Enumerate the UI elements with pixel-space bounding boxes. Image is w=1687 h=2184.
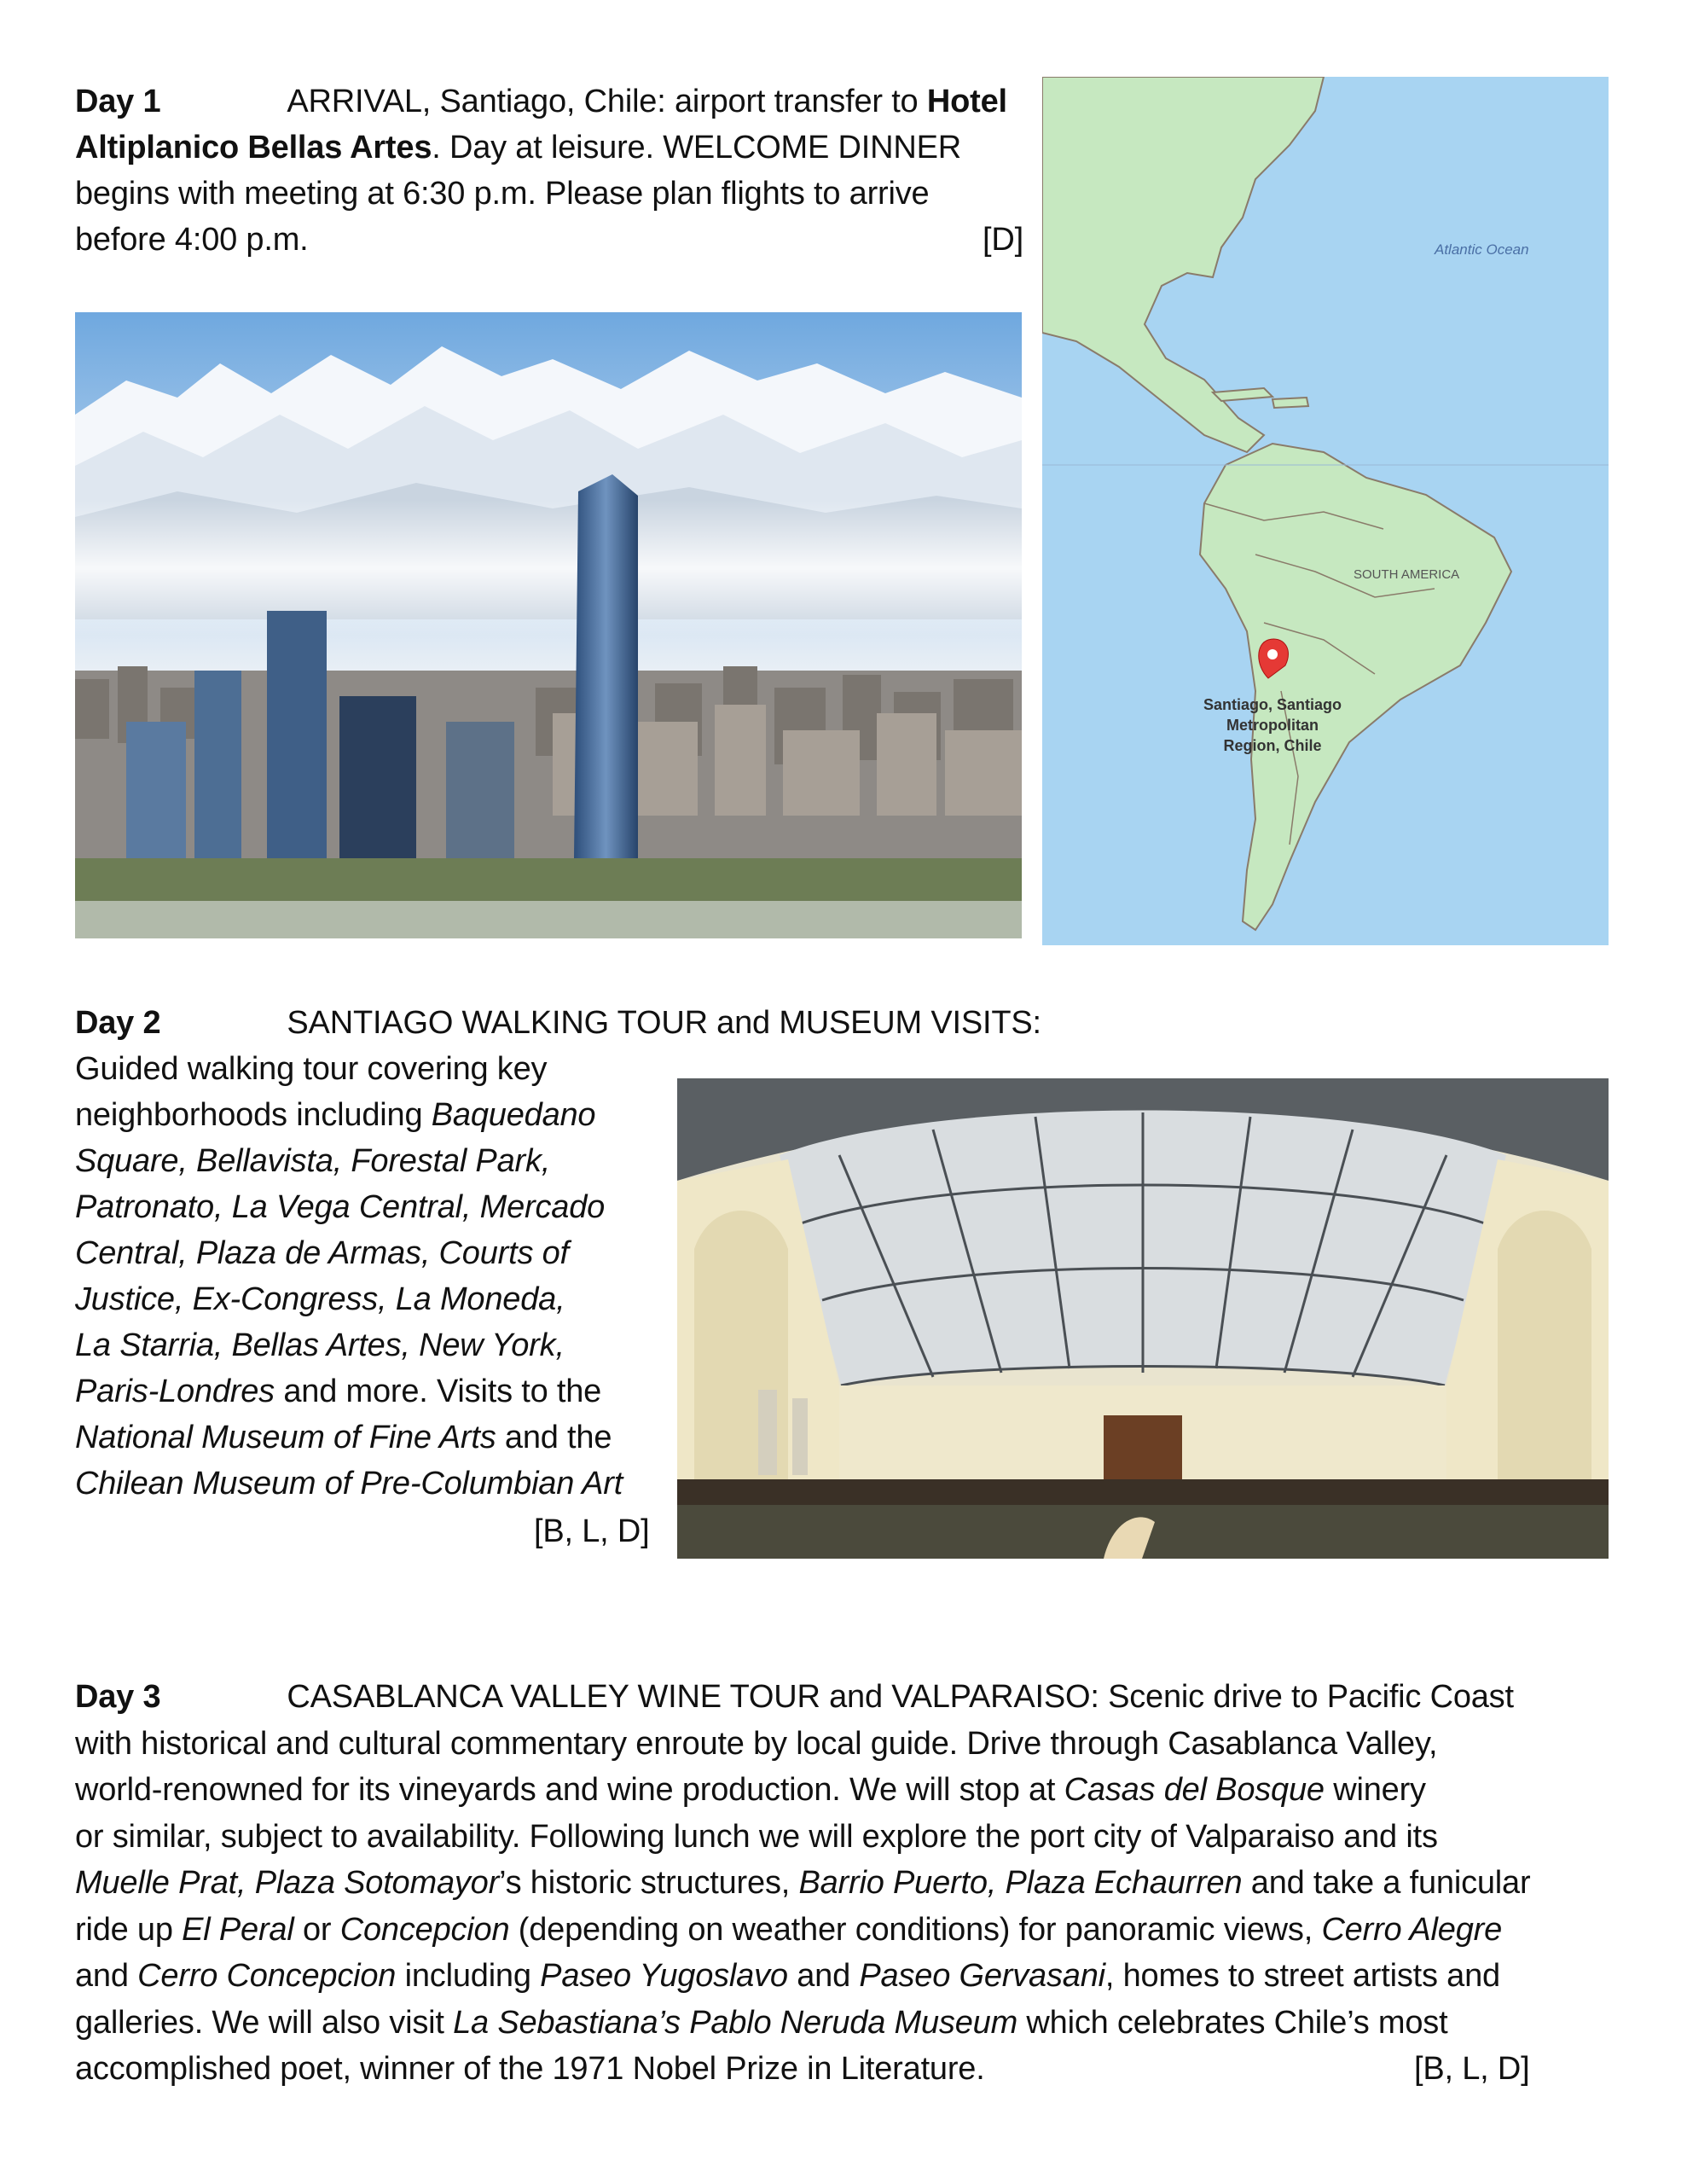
day3-line bbox=[75, 1953, 1627, 2000]
day3-text: galleries. We will also visit bbox=[75, 2004, 454, 2041]
day3-text: and take a funicular bbox=[1242, 1865, 1531, 1901]
day2-text: and the bbox=[496, 1420, 612, 1455]
day3-place: Casas del Bosque bbox=[1064, 1772, 1325, 1808]
day3-text: including bbox=[396, 1958, 541, 1994]
day2-text: and more. Visits to the bbox=[274, 1374, 602, 1409]
day2-museum: National Museum of Fine Arts bbox=[75, 1420, 496, 1455]
map-continent-label: SOUTH AMERICA bbox=[1354, 567, 1460, 582]
map-pin-label-2: Metropolitan bbox=[1226, 717, 1319, 734]
day1-label: Day 1 bbox=[75, 84, 161, 119]
day3-line: or similar, subject to availability. Following lunch we will explore the port city of Valparaiso and its bbox=[75, 1818, 1438, 1855]
day2-text: neighborhoods including bbox=[75, 1097, 432, 1133]
day3-place: Concepcion bbox=[339, 1911, 510, 1948]
day2-title: SANTIAGO WALKING TOUR and MUSEUM VISITS: bbox=[287, 1005, 1041, 1041]
location-map bbox=[1042, 77, 1609, 945]
map-ocean-label: Atlantic Ocean bbox=[1435, 241, 1529, 258]
museum-interior-photo bbox=[677, 1078, 1609, 1559]
day3-line bbox=[75, 1767, 1627, 1814]
day2-line: Patronato, La Vega Central, Mercado bbox=[75, 1189, 606, 1225]
day3-line: with historical and cultural commentary enroute by local guide. Drive through Casablanca Valley, bbox=[75, 1725, 1438, 1762]
day3-line bbox=[75, 1907, 1627, 1954]
map-pin-label-1: Santiago, Santiago bbox=[1203, 696, 1342, 713]
day3-label: Day 3 bbox=[75, 1679, 161, 1715]
day2-line: La Starria, Bellas Artes, New York, bbox=[75, 1327, 565, 1363]
map-pin-label-3: Region, Chile bbox=[1223, 737, 1322, 754]
day3-place: El Peral bbox=[182, 1911, 294, 1948]
day3-text: ’s historic structures, bbox=[499, 1865, 799, 1901]
santiago-skyline-image bbox=[75, 312, 1022, 938]
day2-line: Guided walking tour covering key bbox=[75, 1051, 548, 1087]
day2-line bbox=[75, 1414, 672, 1461]
museum-interior-image bbox=[677, 1078, 1609, 1559]
day3-line bbox=[75, 1674, 1627, 1721]
day3-text: (depending on weather conditions) for panoramic views, bbox=[509, 1911, 1322, 1948]
day3-place: Barrio Puerto, Plaza Echaurren bbox=[798, 1865, 1243, 1901]
day3-museum: La Sebastiana’s Pablo Neruda Museum bbox=[453, 2004, 1018, 2041]
day2-place: Baquedano bbox=[431, 1097, 596, 1133]
day1-text-4: before 4:00 p.m. bbox=[75, 222, 309, 258]
day3-place: Cerro Alegre bbox=[1321, 1911, 1503, 1948]
day1-text-1a: ARRIVAL, Santiago, Chile: airport transfer to bbox=[287, 84, 927, 119]
day1-text-3: begins with meeting at 6:30 p.m. Please plan flights to arrive bbox=[75, 176, 930, 212]
day2-body bbox=[75, 1046, 672, 1507]
day2-line: Square, Bellavista, Forestal Park, bbox=[75, 1143, 551, 1179]
day3-text: world-renowned for its vineyards and wine production. We will stop at bbox=[75, 1772, 1064, 1808]
day3-line bbox=[75, 2000, 1627, 2047]
day3-text: or bbox=[293, 1911, 340, 1948]
day2-heading bbox=[75, 1000, 1041, 1046]
day3-place: Cerro Concepcion bbox=[137, 1958, 397, 1994]
day3-meals: [B, L, D] bbox=[1414, 2051, 1530, 2087]
day3-text: CASABLANCA VALLEY WINE TOUR and VALPARAISO: Scenic drive to Pacific Coast bbox=[287, 1679, 1514, 1715]
day1-meals: [D] bbox=[983, 222, 1023, 258]
day3-text: , homes to street artists and bbox=[1104, 1958, 1500, 1994]
day3-text: and bbox=[75, 1958, 138, 1994]
day3-place: Paseo Yugoslavo bbox=[540, 1958, 788, 1994]
day3-text: ride up bbox=[75, 1911, 183, 1948]
day1-section bbox=[75, 78, 1030, 263]
day1-line-3 bbox=[75, 171, 1030, 217]
day2-line bbox=[75, 1368, 672, 1414]
day2-line: Chilean Museum of Pre-Columbian Art bbox=[75, 1466, 623, 1502]
day3-line bbox=[75, 1860, 1627, 1907]
day1-line-2 bbox=[75, 125, 1030, 171]
day3-text: winery bbox=[1324, 1772, 1426, 1808]
day3-place: Muelle Prat, Plaza Sotomayor bbox=[75, 1865, 500, 1901]
day2-label: Day 2 bbox=[75, 1005, 161, 1041]
santiago-skyline-photo bbox=[75, 312, 1022, 938]
day3-text: and bbox=[787, 1958, 860, 1994]
day1-hotel-1: Hotel bbox=[926, 84, 1007, 119]
day2-line: Justice, Ex-Congress, La Moneda, bbox=[75, 1281, 565, 1317]
day1-text-2b: . Day at leisure. WELCOME DINNER bbox=[432, 130, 961, 166]
day3-text: accomplished poet, winner of the 1971 Nobel Prize in Literature. bbox=[75, 2051, 985, 2087]
day3-text: which celebrates Chile’s most bbox=[1017, 2004, 1448, 2041]
day1-line-4 bbox=[75, 217, 1030, 263]
day1-hotel-2: Altiplanico Bellas Artes bbox=[75, 130, 432, 166]
day2-place: Paris-Londres bbox=[75, 1374, 275, 1409]
day2-line: Central, Plaza de Armas, Courts of bbox=[75, 1235, 569, 1271]
map-image bbox=[1042, 77, 1609, 945]
day3-section bbox=[75, 1674, 1627, 2093]
day1-line-1 bbox=[75, 78, 1030, 125]
day2-line bbox=[75, 1092, 672, 1138]
day3-line bbox=[75, 2046, 1627, 2093]
day2-meals: [B, L, D] bbox=[534, 1513, 650, 1549]
day3-place: Paseo Gervasani bbox=[859, 1958, 1105, 1994]
